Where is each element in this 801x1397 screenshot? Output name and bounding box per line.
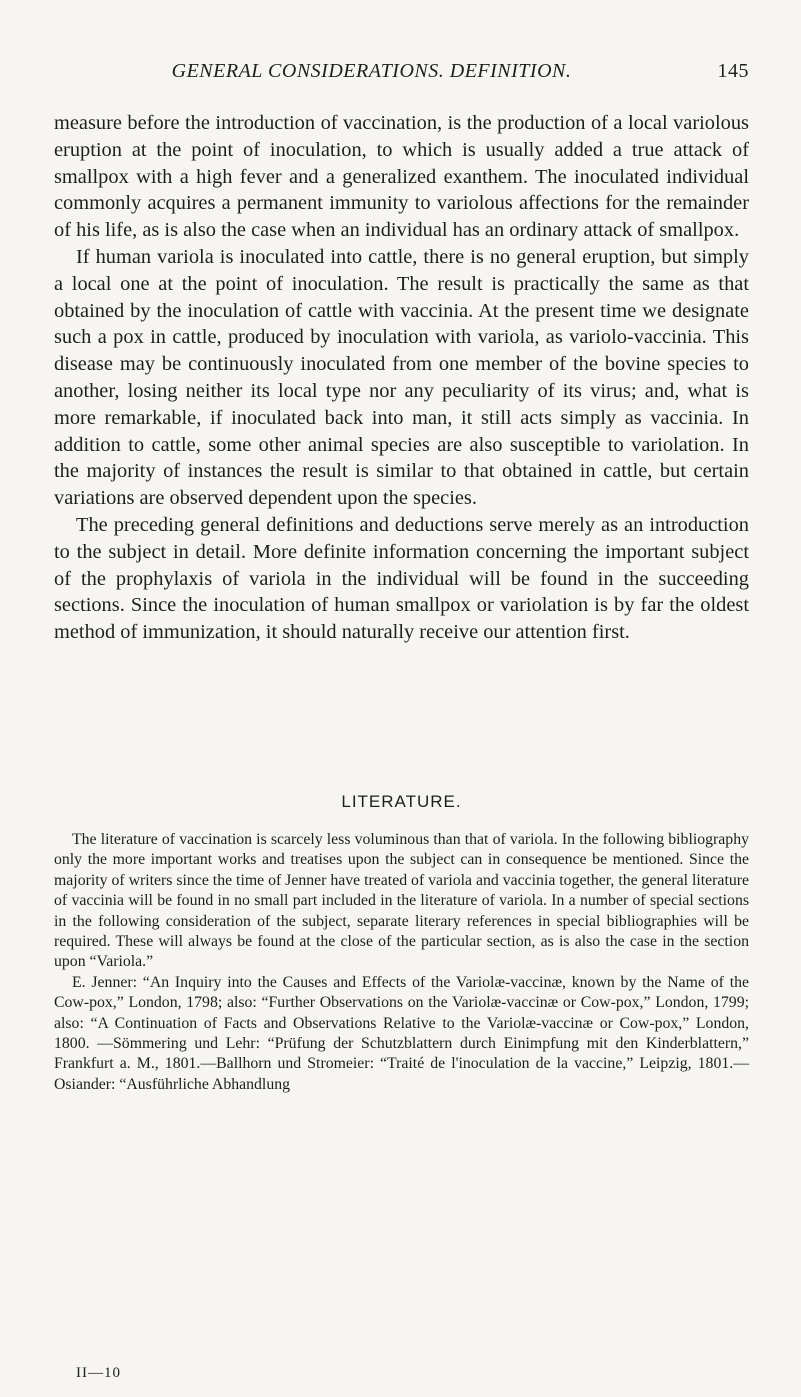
running-title: GENERAL CONSIDERATIONS. DEFINITION. bbox=[171, 60, 572, 82]
literature-heading: LITERATURE. bbox=[341, 792, 462, 811]
page-number: 145 bbox=[717, 60, 749, 82]
bibliography-entries: E. Jenner: “An Inquiry into the Causes and Effects of the Variolæ-vaccinæ, known by the Name of the Cow-pox,” London, 1798; also: “Further Observations on the Variolæ-vaccinæ or Cow-pox,” London, 1799; also: “A Continuation of Facts and Observations Relative to the Variolæ-vaccinæ or Cow-pox,” London, 1800. —Sömmering und Lehr: “Prüfung der Schutzblattern durch Einimpfung mit den Kinderblattern,” Frankfurt a. M., 1801.—Ballhorn und Stromeier: “Traité de l'inoculation de la vaccine,” Leipzig, 1801.—Osiander: “Ausführliche Abhandlung bbox=[54, 973, 749, 1093]
page-header bbox=[54, 60, 749, 83]
literature-paragraph: The literature of vaccination is scarcely less voluminous than that of variola. In the following bibliography only the more important works and treatises upon the subject can in consequence be mentioned. Since the majority of writers since the time of Jenner have treated of variola and vaccinia together, the general literature of vaccinia will be found in no small part included in the literature of variola. In a number of special sections in the following consideration of the subject, separate literary references in special bibliographies will be required. These will always be found at the close of the particular section, as is also the case in the section upon “Variola.” bbox=[54, 831, 750, 971]
body-paragraph: The preceding general definitions and deductions serve merely as an introduction to the subject in detail. More definite information concerning the important subject of the prophylaxis of variola in the individual will be found in the succeeding sections. Since the inoculation of human smallpox or variolation is by far the oldest method of immunization, it should naturally receive our attention first. bbox=[54, 513, 749, 644]
literature-section bbox=[54, 830, 749, 1095]
body-text bbox=[54, 110, 749, 646]
body-paragraph: measure before the introduction of vaccination, is the production of a local variolous eruption at the point of inoculation, to which is usually added a true attack of smallpox with a high fever and a generalized exanthem. The inoculated individual commonly acquires a permanent immunity to variolous affections for the remainder of his life, as is also the case when an individual has an ordinary attack of smallpox. bbox=[54, 112, 749, 242]
body-paragraph: If human variola is inoculated into cattle, there is no general eruption, but simply a local one at the point of inoculation. The result is practically the same as that obtained by the inoculation of cattle with vaccinia. At the present time we designate such a pox in cattle, produced by inoculation with variola, as variolo-vaccinia. This disease may be continuously inoculated from one member of the bovine species to another, losing neither its local type nor any peculiarity of its virus; and, what is more remarkable, if inoculated back into man, it still acts simply as vaccinia. In addition to cattle, some other animal species are also susceptible to variolation. In the majority of instances the result is similar to that obtained in cattle, but certain variations are observed dependent upon the species. bbox=[54, 245, 749, 510]
signature-mark: II—10 bbox=[76, 1365, 121, 1381]
